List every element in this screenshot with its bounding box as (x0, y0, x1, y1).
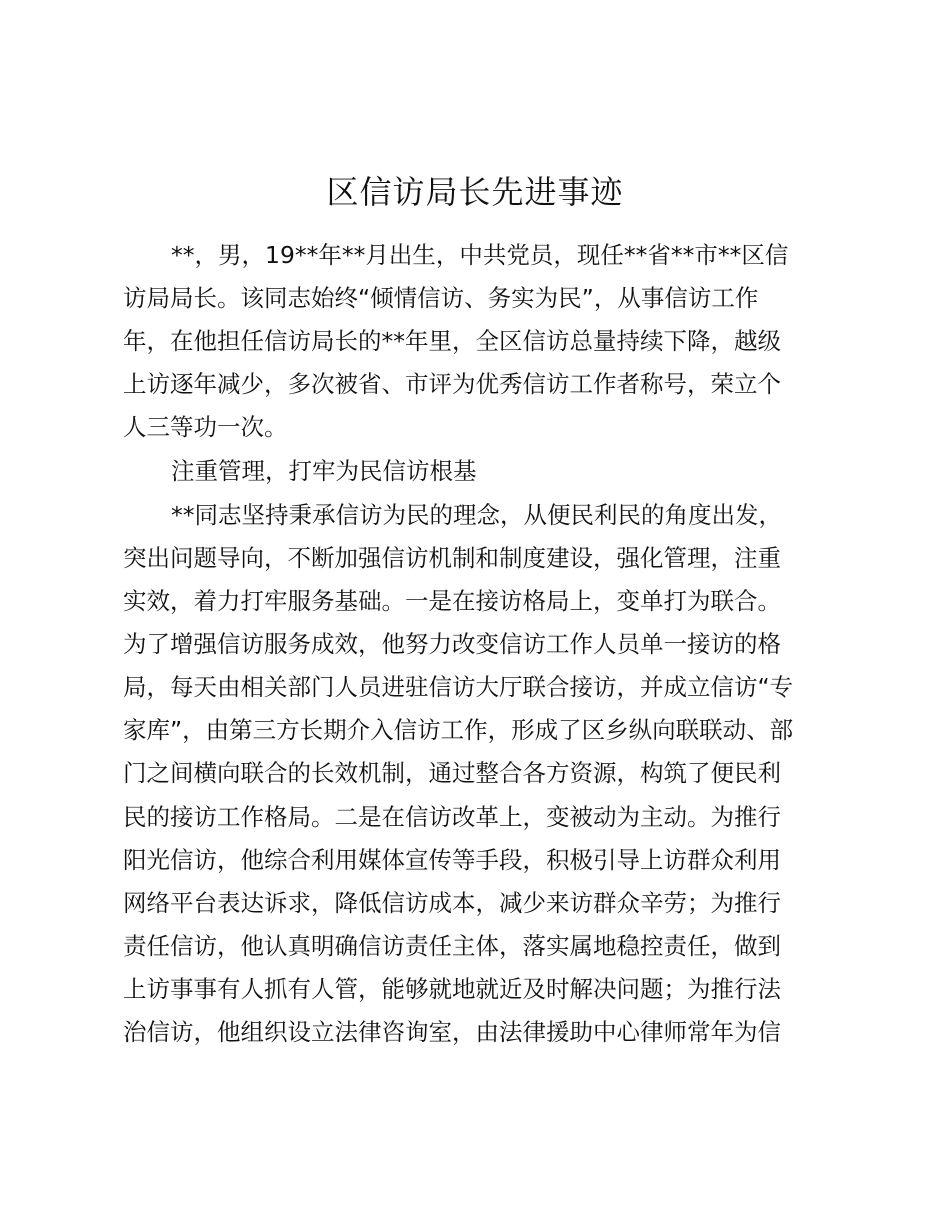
paragraph-line: 年，在他担任信访局长的**年里，全区信访总量持续下降，越级 (123, 327, 781, 355)
paragraph-line: 上访事事有人抓有人管，能够就地就近及时解决问题；为推行法 (123, 975, 781, 1003)
paragraph-line: 人三等功一次。 (123, 413, 288, 441)
paragraph-line: 上访逐年减少，多次被省、市评为优秀信访工作者称号，荣立个 (123, 370, 781, 398)
paragraph-line: 局，每天由相关部门人员进驻信访大厅联合接访，并成立信访“专 (123, 673, 794, 701)
paragraph-line: 访局局长。该同志始终“倾情信访、务实为民”，从事信访工作 (123, 284, 759, 312)
document-title: 区信访局长先进事迹 (326, 173, 624, 211)
paragraph-line: 为了增强信访服务成效，他努力改变信访工作人员单一接访的格 (123, 630, 781, 658)
paragraph-line: 实效，着力打牢服务基础。一是在接访格局上，变单打为联合。 (123, 587, 781, 615)
paragraph-line: 网络平台表达诉求，降低信访成本，减少来访群众辛劳；为推行 (123, 889, 781, 917)
paragraph-line: **同志坚持秉承信访为民的理念，从便民利民的角度出发， (171, 501, 782, 529)
section-heading: 注重管理，打牢为民信访根基 (171, 457, 477, 485)
paragraph-line: 家库”，由第三方长期介入信访工作，形成了区乡纵向联联动、部 (123, 716, 794, 744)
paragraph-line: 民的接访工作格局。二是在信访改革上，变被动为主动。为推行 (123, 803, 781, 831)
paragraph-line: 阳光信访，他综合利用媒体宣传等手段，积极引导上访群众利用 (123, 846, 781, 874)
paragraph-line: 责任信访，他认真明确信访责任主体，落实属地稳控责任，做到 (123, 932, 781, 960)
paragraph-line: 门之间横向联合的长效机制，通过整合各方资源，构筑了便民利 (123, 759, 781, 787)
paragraph-line: 突出问题导向，不断加强信访机制和制度建设，强化管理，注重 (123, 544, 781, 572)
paragraph-line: 治信访，他组织设立法律咨询室，由法律援助中心律师常年为信 (123, 1018, 781, 1046)
paragraph-line: **，男，19**年**月出生，中共党员，现任**省**市**区信 (171, 241, 789, 269)
